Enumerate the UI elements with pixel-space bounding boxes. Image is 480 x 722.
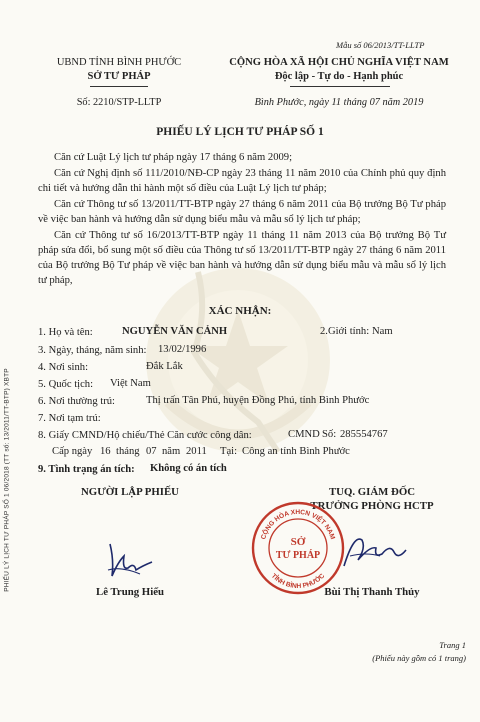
approver-name: Bùi Thị Thanh Thủy <box>324 586 420 598</box>
name-value: NGUYỄN VĂN CẢNH <box>122 326 228 337</box>
issue-prefix: Cấp ngày <box>52 446 93 457</box>
issue-month: 07 <box>146 446 157 457</box>
criminal-value: Không có án tích <box>150 463 227 474</box>
issue-day: 16 <box>100 446 111 457</box>
preparer-signature-icon <box>100 540 160 584</box>
stamp-center-line2: TƯ PHÁP <box>275 550 321 561</box>
stamp-bottom-text: TỈNH BÌNH PHƯỚC <box>269 572 327 591</box>
legal-basis-2: Căn cứ Nghị định số 111/2010/NĐ-CP ngày 23 tháng 11 năm 2010 của Chính phủ quy định chi tiết và hướng dẫn thi hành một số điều của Luật Lý lịch tư pháp; <box>38 168 446 194</box>
form-code: Mẫu số 06/2013/TT-LLTP <box>336 40 425 50</box>
doc-number: Số: 2210/STP-LLTP <box>76 97 162 108</box>
issue-year: 2011 <box>186 446 207 457</box>
page-count-note: (Phiếu này gồm có 1 trang) <box>372 653 466 663</box>
gender-label: 2.Giới tính: <box>320 326 370 337</box>
issue-place-label: Tại: <box>220 446 238 457</box>
dob-value: 13/02/1996 <box>158 344 207 355</box>
side-note-text: PHIẾU LÝ LỊCH TƯ PHÁP SỐ 1 06/2018 (TT số: 13/2011/TT-BTP) XBTP <box>3 368 11 592</box>
id-label: 8. Giấy CMND/Hộ chiếu/Thẻ Căn cước công dân: <box>38 430 252 441</box>
side-note <box>0 360 14 600</box>
name-label: 1. Họ và tên: <box>38 327 93 338</box>
stamp-center-line1: SỞ <box>290 536 306 548</box>
dob-label: 3. Ngày, tháng, năm sinh: <box>38 345 147 356</box>
id-type: CMND <box>288 429 320 440</box>
page-number: Trang 1 <box>439 640 466 650</box>
issue-year-label: năm <box>162 446 181 457</box>
agency-line2: SỞ TƯ PHÁP <box>87 71 151 82</box>
agency-line1: UBND TỈNH BÌNH PHƯỚC <box>56 57 182 68</box>
motto-underline <box>290 86 390 87</box>
preparer-name: Lê Trung Hiếu <box>96 586 164 598</box>
legal-basis-4: Căn cứ Thông tư số 16/2013/TT-BTP ngày 11 tháng 11 năm 2013 của Bộ trưởng Bộ Tư pháp sửa đổi, bổ sung một số điều của Thông tư số 13/2011/TT-BTP ngày 27 tháng 6 năm 2011 của Bộ trưởng Bộ Tư pháp về việc ban hành và hướng dẫn sử dụng biểu mẫu và mẫu sổ lý lịch tư pháp, <box>38 230 446 286</box>
page-title: PHIẾU LÝ LỊCH TƯ PHÁP SỐ 1 <box>156 126 324 138</box>
nationality-value: Việt Nam <box>110 378 151 389</box>
issue-month-label: tháng <box>116 446 140 457</box>
agency-underline <box>90 86 148 87</box>
stamp-top-text: CỘNG HÒA XHCN VIỆT NAM <box>260 508 336 541</box>
approver-title2: TRƯỞNG PHÒNG HCTP <box>310 500 434 512</box>
id-number-label: Số: <box>322 429 337 440</box>
approver-title1: TUQ. GIÁM ĐỐC <box>328 486 416 498</box>
nationality-label: 5. Quốc tịch: <box>38 379 94 390</box>
id-number-value: 285554767 <box>340 429 388 440</box>
nation-motto: Độc lập - Tự do - Hạnh phúc <box>274 71 404 82</box>
place-date: Bình Phước, ngày 11 tháng 07 năm 2019 <box>254 97 424 108</box>
residence-label: 6. Nơi thường trú: <box>38 396 115 407</box>
confirm-heading: XÁC NHẬN: <box>208 305 272 317</box>
criminal-label: 9. Tình trạng án tích: <box>38 464 135 475</box>
birthplace-label: 4. Nơi sinh: <box>38 362 89 373</box>
birthplace-value: Đắk Lắk <box>146 361 183 372</box>
residence-value: Thị trấn Tân Phú, huyện Đồng Phú, tỉnh Bình Phước <box>146 395 370 406</box>
temp-residence-label: 7. Nơi tạm trú: <box>38 413 101 424</box>
issue-place: Công an tỉnh Bình Phước <box>242 446 350 457</box>
legal-basis-1: Căn cứ Luật Lý lịch tư pháp ngày 17 tháng 6 năm 2009; <box>54 152 293 163</box>
preparer-title: NGƯỜI LẬP PHIẾU <box>81 486 179 498</box>
gender-value: Nam <box>372 326 393 337</box>
legal-basis-3: Căn cứ Thông tư số 13/2011/TT-BTP ngày 27 tháng 6 năm 2011 của Bộ trưởng Bộ Tư pháp về việc ban hành và hướng dẫn sử dụng biểu mẫu và mẫu sổ lý lịch tư pháp; <box>38 199 446 225</box>
nation-name: CỘNG HÒA XÃ HỘI CHỦ NGHĨA VIỆT NAM <box>229 57 449 68</box>
approver-signature-icon <box>336 526 412 574</box>
official-stamp-icon <box>250 500 346 596</box>
